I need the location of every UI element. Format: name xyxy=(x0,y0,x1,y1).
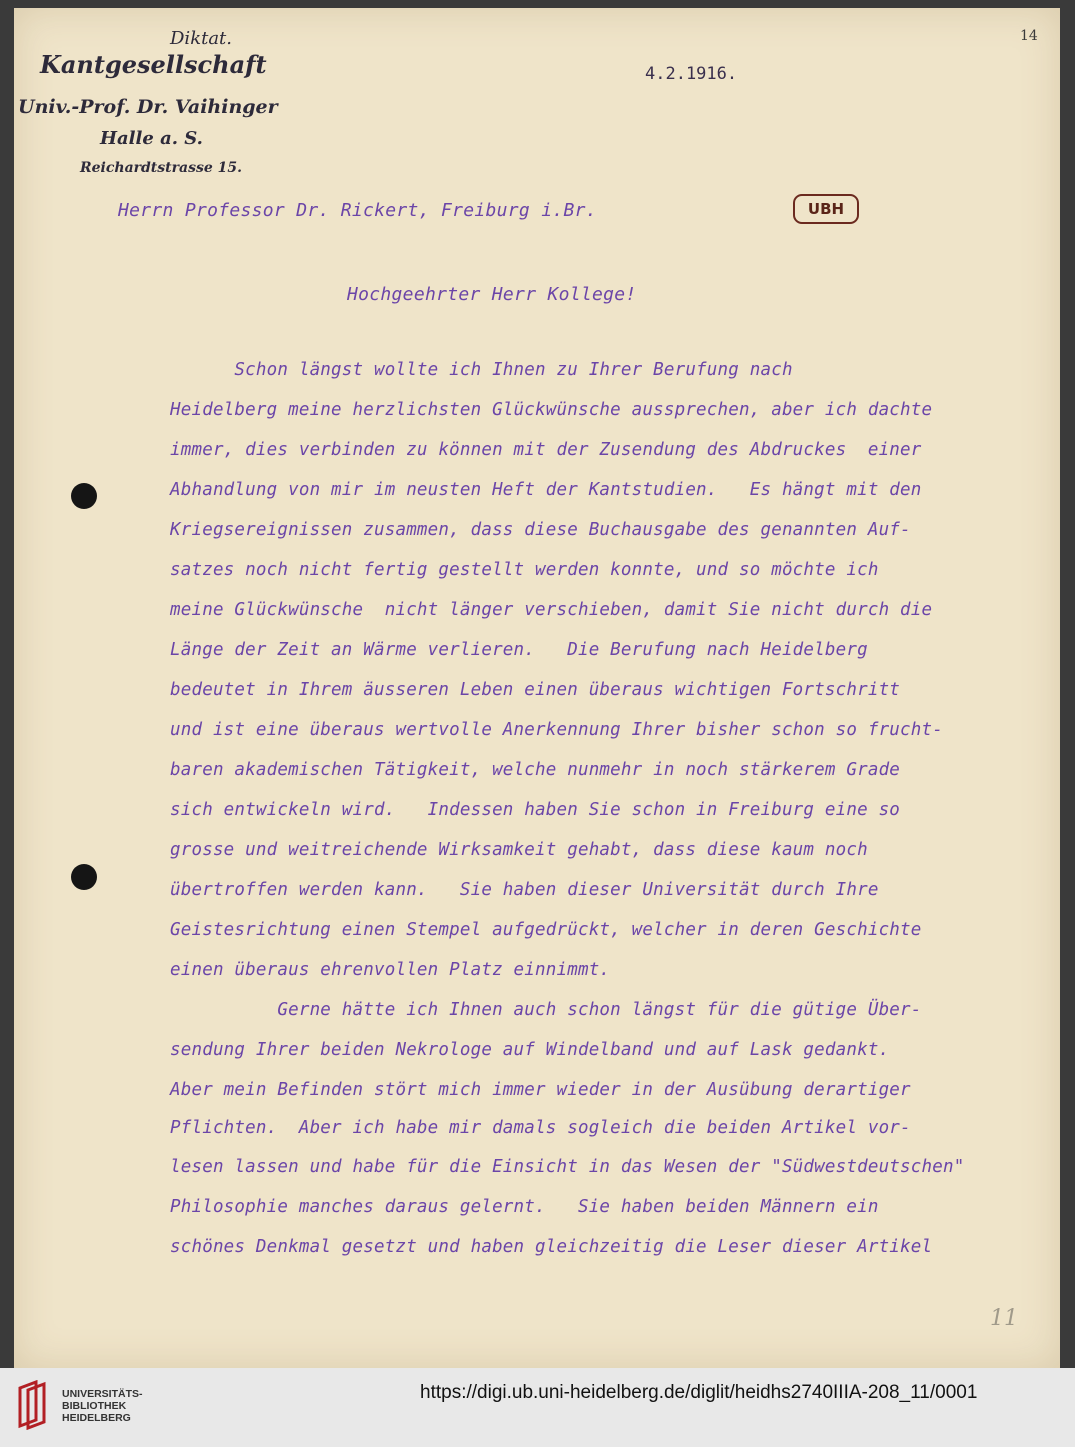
body-line: lesen lassen und habe für die Einsicht in das Wesen der "Südwestdeutschen" xyxy=(170,1157,965,1177)
letterhead-diktat: Diktat. xyxy=(170,28,233,49)
body-line: Kriegsereignissen zusammen, dass diese Buchausgabe des genannten Auf- xyxy=(170,520,911,540)
body-line: Länge der Zeit an Wärme verlieren. Die Berufung nach Heidelberg xyxy=(170,640,868,660)
body-line: Philosophie manches daraus gelernt. Sie haben beiden Männern ein xyxy=(170,1197,879,1217)
letterhead-sender: Univ.-Prof. Dr. Vaihinger xyxy=(18,96,278,118)
library-name-line: HEIDELBERG xyxy=(62,1412,131,1424)
body-line: Pflichten. Aber ich habe mir damals sogleich die beiden Artikel vor- xyxy=(170,1118,911,1138)
footer-bar xyxy=(0,1368,1075,1447)
punch-hole xyxy=(71,864,97,890)
body-line: baren akademischen Tätigkeit, welche nunmehr in noch stärkerem Grade xyxy=(170,760,901,780)
pencil-mark: 11 xyxy=(990,1306,1018,1331)
body-line: meine Glückwünsche nicht länger verschieben, damit Sie nicht durch die xyxy=(170,600,933,620)
letterhead-city: Halle a. S. xyxy=(100,128,203,149)
folio-number: 14 xyxy=(1020,28,1038,44)
body-line: sendung Ihrer beiden Nekrologe auf Windelband und auf Lask gedankt. xyxy=(170,1040,890,1060)
library-stamp: UBH xyxy=(793,194,859,224)
body-line: bedeutet in Ihrem äusseren Leben einen überaus wichtigen Fortschritt xyxy=(170,680,901,700)
body-line: Heidelberg meine herzlichsten Glückwünsche aussprechen, aber ich dachte xyxy=(170,400,933,420)
library-logo-icon xyxy=(14,1380,54,1430)
body-line: Gerne hätte ich Ihnen auch schon längst für die gütige Über- xyxy=(170,1000,922,1020)
body-line: grosse und weitreichende Wirksamkeit gehabt, dass diese kaum noch xyxy=(170,840,868,860)
body-line: Geistesrichtung einen Stempel aufgedrückt, welcher in deren Geschichte xyxy=(170,920,922,940)
letterhead-society: Kantgesellschaft xyxy=(40,50,267,79)
letterhead-street: Reichardtstrasse 15. xyxy=(80,160,242,176)
body-line: sich entwickeln wird. Indessen haben Sie schon in Freiburg eine so xyxy=(170,800,901,820)
salutation: Hochgeehrter Herr Kollege! xyxy=(347,284,637,305)
punch-hole xyxy=(71,483,97,509)
body-line: und ist eine überaus wertvolle Anerkennung Ihrer bisher schon so frucht- xyxy=(170,720,943,740)
permalink-url[interactable]: https://digi.ub.uni-heidelberg.de/diglit/heidhs2740IIIA-208_11/0001 xyxy=(420,1382,978,1403)
body-line: einen überaus ehrenvollen Platz einnimmt. xyxy=(170,960,611,980)
body-line: Schon längst wollte ich Ihnen zu Ihrer Berufung nach xyxy=(170,360,793,380)
body-line: schönes Denkmal gesetzt und haben gleichzeitig die Leser dieser Artikel xyxy=(170,1237,933,1257)
library-name-line: BIBLIOTHEK xyxy=(62,1400,127,1412)
body-line: satzes noch nicht fertig gestellt werden konnte, und so möchte ich xyxy=(170,560,879,580)
addressee: Herrn Professor Dr. Rickert, Freiburg i.Br. xyxy=(118,200,597,221)
library-name xyxy=(62,1388,143,1424)
letter-date: 4.2.1916. xyxy=(645,64,738,84)
body-line: immer, dies verbinden zu können mit der Zusendung des Abdruckes einer xyxy=(170,440,922,460)
body-line: Aber mein Befinden stört mich immer wieder in der Ausübung derartiger xyxy=(170,1080,911,1100)
body-line: übertroffen werden kann. Sie haben dieser Universität durch Ihre xyxy=(170,880,879,900)
body-line: Abhandlung von mir im neusten Heft der Kantstudien. Es hängt mit den xyxy=(170,480,922,500)
library-name-line: UNIVERSITÄTS- xyxy=(62,1388,143,1400)
